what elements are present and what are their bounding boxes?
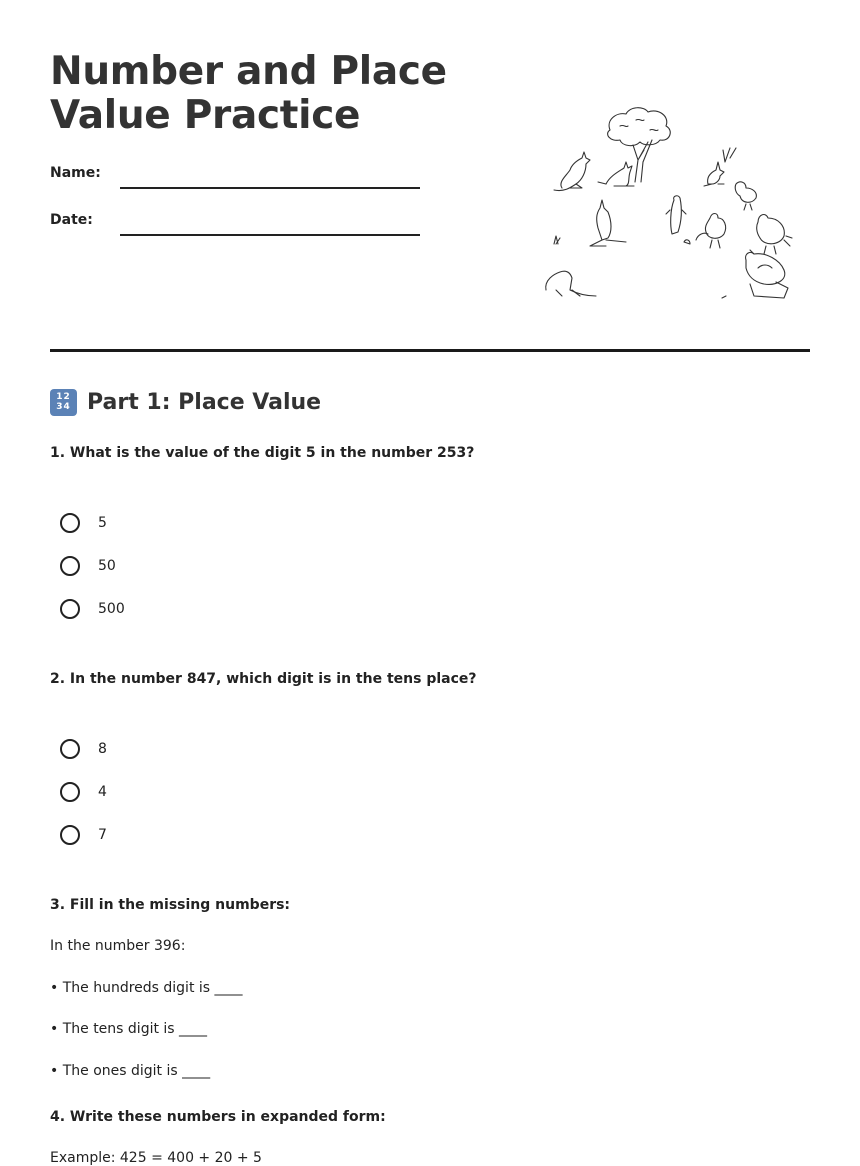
question-3-bullet: • The ones digit is ____ xyxy=(50,1063,211,1079)
date-field[interactable] xyxy=(50,212,430,238)
option-label: 5 xyxy=(98,514,107,531)
question-2-option[interactable] xyxy=(60,727,107,770)
numbers-keycap-icon: 12 34 xyxy=(50,389,77,416)
option-label: 500 xyxy=(98,600,125,617)
kangaroo-icon xyxy=(546,271,596,296)
question-3-bullet: • The hundreds digit is ____ xyxy=(50,980,243,996)
possum-icon xyxy=(666,196,686,234)
radio-button[interactable] xyxy=(60,513,80,533)
rock-icon xyxy=(684,240,690,244)
question-1-text: 1. What is the value of the digit 5 in the number 253? xyxy=(50,445,475,461)
question-1-option[interactable] xyxy=(60,501,125,544)
radio-button[interactable] xyxy=(60,739,80,759)
kangaroo-icon xyxy=(598,162,634,186)
radio-button[interactable] xyxy=(60,599,80,619)
question-2-option[interactable] xyxy=(60,813,107,856)
question-1-option[interactable] xyxy=(60,587,125,630)
name-field[interactable] xyxy=(50,165,430,191)
section-title-text: Part 1: Place Value xyxy=(87,390,322,415)
radio-button[interactable] xyxy=(60,556,80,576)
name-line[interactable] xyxy=(120,187,420,189)
kangaroo-icon xyxy=(554,152,590,191)
option-label: 7 xyxy=(98,826,107,843)
date-line[interactable] xyxy=(120,234,420,236)
australian-animals-illustration xyxy=(540,100,800,310)
option-label: 50 xyxy=(98,557,116,574)
question-3-text: 3. Fill in the missing numbers: xyxy=(50,897,291,913)
question-1-option[interactable] xyxy=(60,544,125,587)
question-2-option[interactable] xyxy=(60,770,107,813)
radio-button[interactable] xyxy=(60,782,80,802)
section-title xyxy=(50,389,321,416)
question-4-example: Example: 425 = 400 + 20 + 5 xyxy=(50,1150,262,1166)
question-3-intro: In the number 396: xyxy=(50,938,186,954)
worksheet-header xyxy=(50,0,810,352)
question-3-bullet: • The tens digit is ____ xyxy=(50,1021,208,1037)
cassowary-icon xyxy=(757,215,792,254)
question-2-text: 2. In the number 847, which digit is in the tens place? xyxy=(50,671,477,687)
bird-icon xyxy=(735,182,756,210)
kangaroo-icon xyxy=(590,200,626,246)
question-4-text: 4. Write these numbers in expanded form: xyxy=(50,1109,386,1125)
worksheet-page xyxy=(50,0,810,1166)
emu-icon xyxy=(696,214,726,249)
page-title: Number and Place Value Practice xyxy=(50,49,447,138)
wallaby-icon xyxy=(704,148,736,186)
lyrebird-icon xyxy=(746,250,788,298)
grass-icon xyxy=(722,296,726,298)
radio-button[interactable] xyxy=(60,825,80,845)
name-label: Name: xyxy=(50,165,101,181)
grass-icon xyxy=(554,236,560,244)
tree-icon xyxy=(608,108,671,182)
question-2-options xyxy=(60,727,107,856)
date-label: Date: xyxy=(50,212,93,228)
option-label: 4 xyxy=(98,783,107,800)
section-divider xyxy=(50,349,810,352)
option-label: 8 xyxy=(98,740,107,757)
question-1-options xyxy=(60,501,125,630)
